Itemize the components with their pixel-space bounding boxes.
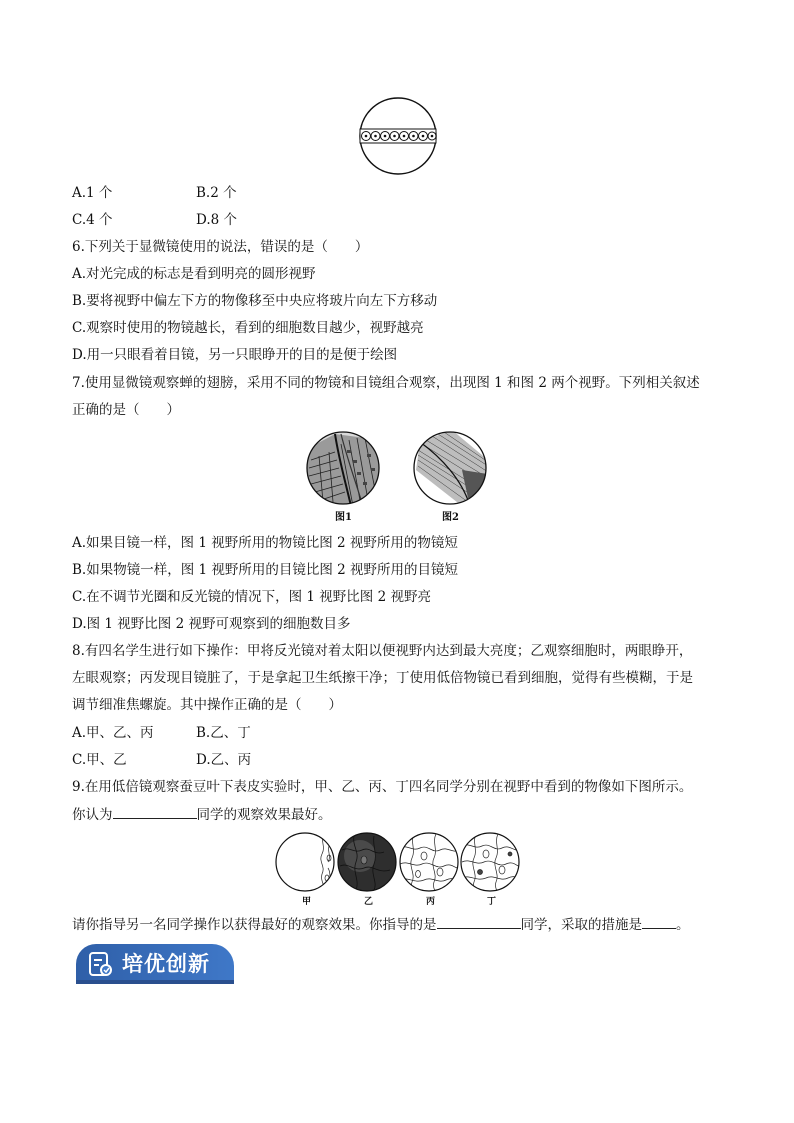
cell-chain-figure [357, 97, 439, 177]
q7-option-a: A.如果目镜一样，图 1 视野所用的物镜比图 2 视野所用的物镜短 [72, 535, 458, 551]
option-a: A.1 个 [72, 185, 113, 201]
option-d: D.8 个 [196, 212, 238, 228]
question-8-line3: 调节细准焦螺旋。其中操作正确的是（ ） [72, 697, 342, 713]
q7-option-b: B.如果物镜一样，图 1 视野所用的目镜比图 2 视野所用的目镜短 [72, 562, 459, 578]
q6-option-d: D.用一只眼看着目镜，另一只眼睁开的目的是便于绘图 [72, 347, 398, 363]
option-b: B.2 个 [196, 185, 237, 201]
figure-1-label: 图1 [335, 512, 352, 523]
figure-1-wing-view [305, 430, 381, 506]
question-8-line1: 8.有四名学生进行如下操作：甲将反光镜对着太阳以便视野内达到最大亮度；乙观察细胞时，两眼睁开， [72, 643, 693, 659]
q9-line3-prefix: 请你指导另一名同学操作以获得最好的观察效果。你指导的是 [72, 917, 437, 933]
fig-label-jia: 甲 [302, 897, 312, 906]
q9-line3-mid: 同学，采取的措施是 [520, 917, 642, 933]
notebook-icon [86, 950, 114, 978]
fig-label-bing: 丙 [426, 897, 436, 906]
section-banner [76, 944, 234, 984]
q6-option-a: A.对光完成的标志是看到明亮的圆形视野 [72, 266, 316, 282]
q7-option-c: C.在不调节光圈和反光镜的情况下，图 1 视野比图 2 视野亮 [72, 589, 431, 605]
q9-microscope-views [274, 832, 522, 906]
question-6-stem: 6.下列关于显微镜使用的说法，错误的是（ ） [72, 239, 369, 255]
answer-blank-1[interactable] [113, 805, 197, 819]
q8-option-b: B.乙、丁 [196, 725, 251, 741]
question-9-line3 [72, 915, 690, 934]
q8-option-d: D.乙、丙 [196, 752, 252, 768]
q8-option-a: A.甲、乙、丙 [72, 725, 154, 741]
q7-option-d: D.图 1 视野比图 2 视野可观察到的细胞数目多 [72, 616, 351, 632]
option-c: C.4 个 [72, 212, 113, 228]
answer-blank-2[interactable] [437, 915, 521, 929]
q6-option-c: C.观察时使用的物镜越长，看到的细胞数目越少，视野越亮 [72, 320, 424, 336]
figure-2-label: 图2 [442, 512, 459, 523]
question-9-line1: 9.在用低倍镜观察蚕豆叶下表皮实验时，甲、乙、丙、丁四名同学分别在视野中看到的物像如下图所示。 [72, 779, 693, 795]
q8-option-c: C.甲、乙 [72, 752, 127, 768]
question-9-line2 [72, 805, 332, 824]
q9-line2-suffix: 同学的观察效果最好。 [196, 807, 332, 823]
question-7-stem-line2: 正确的是（ ） [72, 402, 180, 418]
q9-line2-prefix: 你认为 [72, 807, 113, 823]
section-title: 培优创新 [122, 952, 210, 976]
fig-label-yi: 乙 [364, 897, 374, 906]
question-8-line2: 左眼观察；丙发现目镜脏了，于是拿起卫生纸擦干净；丁使用低倍物镜已看到细胞，觉得有些模糊，于是 [72, 670, 693, 686]
figure-2-wing-view [412, 430, 488, 506]
banner-stripe [76, 980, 234, 984]
answer-blank-3[interactable] [642, 915, 676, 929]
q6-option-b: B.要将视野中偏左下方的物像移至中央应将玻片向左下方移动 [72, 293, 438, 309]
fig-label-ding: 丁 [487, 897, 497, 906]
q9-line3-end: 。 [676, 917, 690, 933]
question-7-stem-line1: 7.使用显微镜观察蝉的翅膀，采用不同的物镜和目镜组合观察，出现图 1 和图 2 两个视野。下列相关叙述 [72, 375, 700, 391]
